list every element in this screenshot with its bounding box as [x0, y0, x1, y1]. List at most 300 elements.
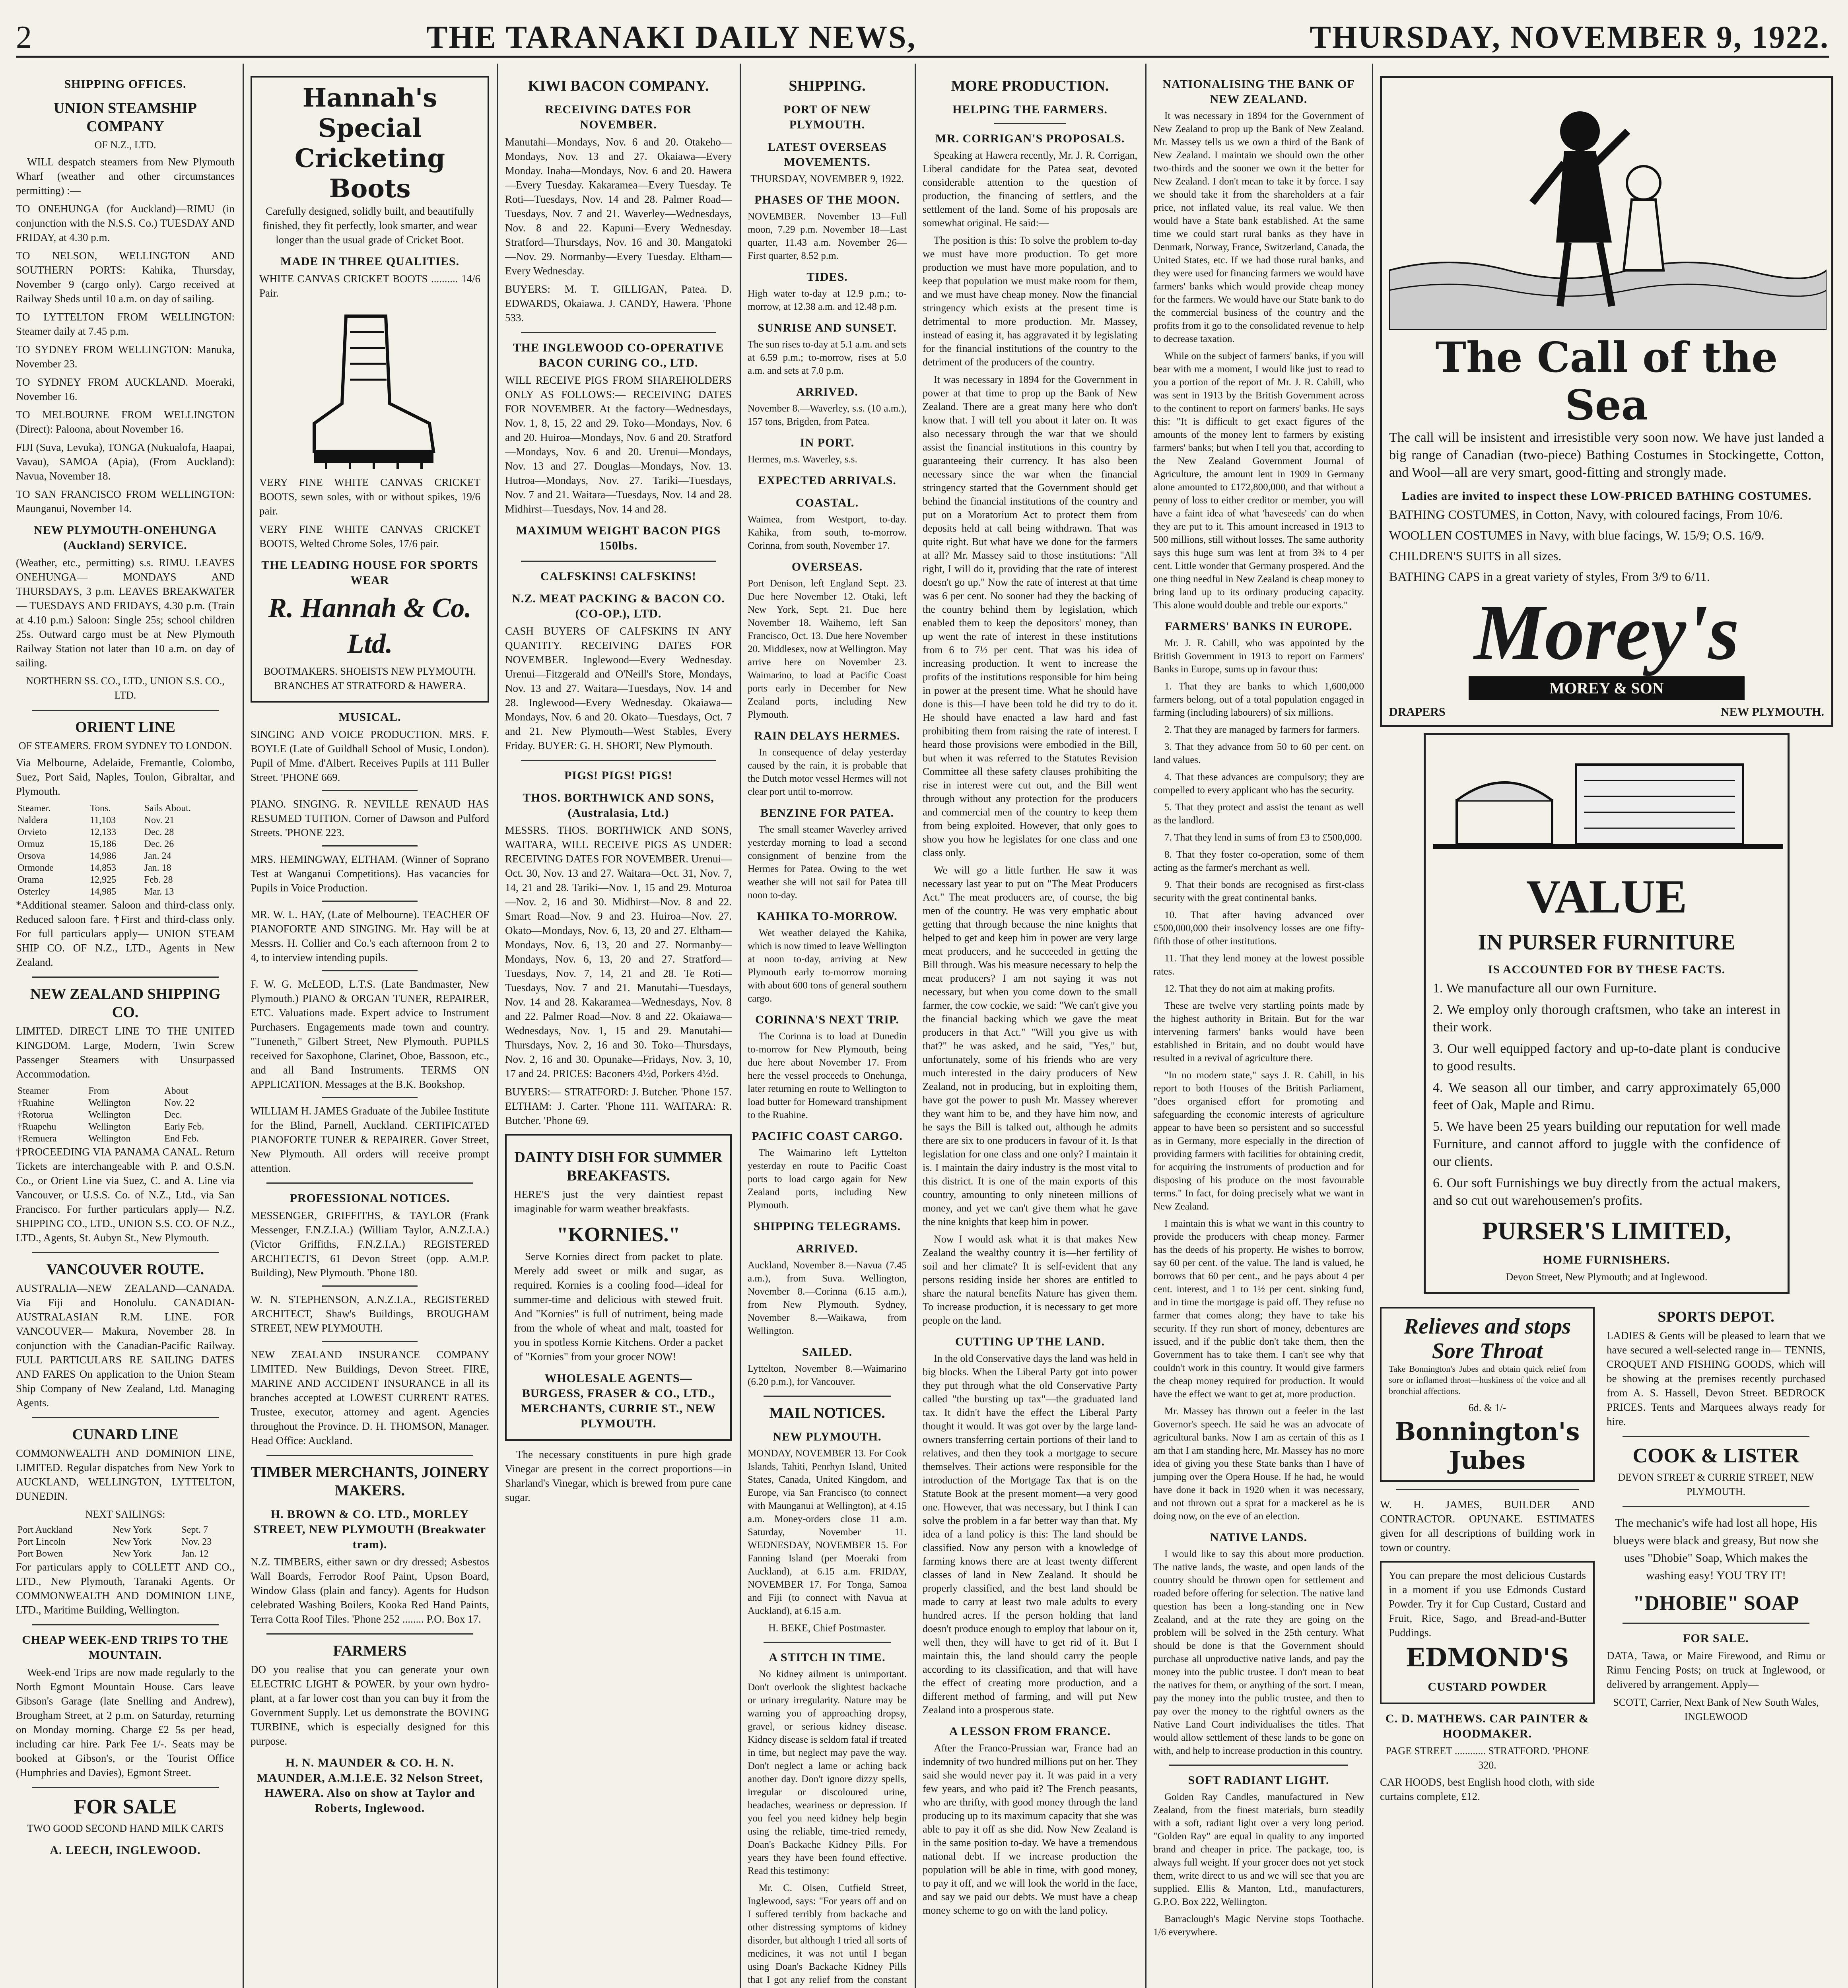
divider	[1623, 1436, 1809, 1437]
article-paragraph: "In no modern state," says J. R. Cahill, in his report to both Houses of the British Parliament, "does organised effort for promoting and safeguarding the economic interests of agriculture appear to have been so persistent and so successful as in Germany, more especially in the direction of providing farmers with facilities for obtaining credit, for acquiring the instruments of production and for disposing of his produce on the most favourable terms." In fact, for doing precisely what we want in New Zealand.	[1153, 1070, 1364, 1212]
sea-invite: Ladies are invited to inspect these LOW-PRICED BATHING COSTUMES.	[1401, 489, 1812, 503]
table-row	[16, 1121, 235, 1133]
for-sale-body: TWO GOOD SECOND HAND MILK CARTS	[27, 1823, 224, 1834]
corinna-body: The Corinna is to load at Dunedin to-morrow for New Plymouth, being due here about November 17. From here the vessel proceeds to Onehunga, later returning en route to Wellington to load butter for Homeward transhipment to the Ruahine.	[748, 1031, 907, 1120]
sports-depot-heading: SPORTS DEPOT.	[1658, 1309, 1774, 1325]
borthwick-body: MESSRS. THOS. BORTHWICK AND SONS, WAITARA, WILL RECEIVE PIGS AS UNDER: RECEIVING DATES FOR NOVEMBER. Urenui—Oct. 30, Nov. 13 and 27. Waitara—Oct. 31, Nov. 7, 14, 21 and 28. Tariki—Nov. 1, 15 and 29. Moturoa—Nov. 2, 16 and 30. Midhirst—Nov. 8 and 22. Smart Road—Nov. 9 and 23. Huiroa—Nov. 27. Okato—Mondays, Nov. 6, 13, 20 and 27. Eltham—Mondays, Nov. 6, 13, 20 and 27. Normanby—Mondays, Nov. 6, 13, 20 and 27. Stratford—Tuesdays, Nov. 7, 14, 21 and 28. Te Roti—Tuesdays, Nov. 7 and 21. Manutahi—Tuesdays, Nov. 14 and 28. Kakaramea—Wednesdays, Nov. 8 and 22. Palmer Road—Nov. 8 and 22. Okaiawa—Wednesdays, Nov. 1, 15 and 29. Manutahi—Thursdays, Nov. 2, 16 and 30. Toko—Thursdays, Nov. 2, 16 and 30. Opunake—Fridays, Nov. 3, 10, 17 and 24. PRICES: Baconers 4½d, Porkers 4½d.	[505, 824, 732, 1079]
farmers-body: DO you realise that you can generate your own ELECTRIC LIGHT & POWER. by your own hydro-plant, at a far lower cost than you can buy it from the Government Supply. Let us demonstrate the BOVING TURBINE, which is especially designed for this purpose.	[251, 1664, 489, 1747]
article-paragraph: I maintain this is what we want in this country to provide the producers with cheap money. Farmer has the deeds of his property. He wishes to borrow, say 60 per cent. of the value. The land is valued, he borrows that 60 per cent., and he pays about 4 per cent. interest, and 1 to 1½ per cent. sinking fund, and in time the mortgage is paid off. They refuse no farmer that comes along; they have to take his security. If they run short of money, debentures are issued, and if the public don't take them, then the Government has to take them. I can't see why that couldn't work in this country. It would give farmers the cheap money required for production. It would have the effect we want to get at, more production.	[1153, 1218, 1364, 1400]
table-cell: Wellington	[88, 1098, 131, 1108]
bathers-illustration-icon	[1389, 83, 1827, 330]
table-cell: Wellington	[88, 1110, 131, 1120]
edmonds-sub: CUSTARD POWDER	[1428, 1680, 1547, 1693]
nz-shipping-note: †PROCEEDING VIA PANAMA CANAL. Return Tickets are interchangeable with P. and O.S.N. Co., or Orient Line via Suez, C. and A. Line via Vancouver, or U.S.S. Co. of N.Z., Ltd., via San Francisco. For further particulars apply— N.Z. SHIPPING CO., LTD., UNION S.S. CO. OF N.Z., LTD., Agents, St. Aubyn St., New Plymouth.	[16, 1146, 235, 1244]
table-cell: New York	[113, 1525, 152, 1535]
kornies-advert	[505, 1134, 732, 1441]
table-cell: Sept. 7	[181, 1525, 208, 1535]
hannah-body: Carefully designed, solidly built, and beautifully finished, they fit perfectly, look smarter, and wear longer than the usual grade of Cricket Boot.	[262, 205, 477, 246]
divider	[521, 561, 716, 562]
hannah-item: VERY FINE WHITE CANVAS CRICKET BOOTS, Welted Chrome Soles, 17/6 pair.	[259, 523, 480, 549]
purser-address: Devon Street, New Plymouth; and at Inglewood.	[1506, 1271, 1708, 1283]
dhobie-verse: The mechanic's wife had lost all hope, His blueys were black and greasy, But now she uses "Dhobie" Soap, Which makes the washing easy! YOU TRY IT!	[1613, 1516, 1819, 1582]
union-route: FIJI (Suva, Levuka), TONGA (Nukualofa, Haapai, Vavau), SAMOA (Apia), (From Auckland): Navua, November 18.	[16, 441, 235, 482]
table-cell: Ormuz	[17, 839, 44, 849]
timber-heading: TIMBER MERCHANTS, JOINERY MAKERS.	[251, 1464, 489, 1499]
article-subheading: HELPING THE FARMERS.	[952, 103, 1108, 116]
stitch-paragraph: No kidney ailment is unimportant. Don't overlook the slightest backache or urinary irregularity. Nature may be warning you of approaching dropsy, gravel, or serious kidney disease. Kidney disease is seldom fatal if treated in time, but neglect may pave the way. Don't neglect a lame or aching back another day. Don't ignore dizzy spells, irregular or discoloured urine, headaches, weariness or depression. If you feel you need kidney help begin using the reliable, time-tried remedy, Doan's Backache Kidney Pills. For years they have been found effective. Read this testimony:	[748, 1669, 907, 1876]
nationalising-heading: NATIONALISING THE BANK OF NEW ZEALAND.	[1162, 78, 1355, 106]
kiwi-buyers: BUYERS: M. T. GILLIGAN, Patea. D. EDWARDS, Okaiawa. J. CANDY, Hawera. 'Phone 533.	[505, 283, 732, 324]
divider	[322, 901, 418, 902]
table-cell: Orvieto	[17, 827, 47, 837]
value-heading: VALUE	[1526, 870, 1687, 923]
union-route: TO NELSON, WELLINGTON AND SOUTHERN PORTS: Kahika, Thursday, November 9 (cargo only). Cargo received at Railway Sheds until 10 a.m. on day of sailing.	[16, 250, 235, 305]
divider	[764, 1396, 891, 1397]
calfskins-heading: CALFSKINS! CALFSKINS!	[540, 570, 696, 583]
furniture-illustration-icon	[1433, 741, 1783, 860]
article-paragraph: 4. That these advances are compulsory; they are compelled to every applicant who has the security.	[1153, 772, 1364, 796]
table-cell: Wellington	[88, 1134, 131, 1144]
boyle-notice: SINGING AND VOICE PRODUCTION. MRS. F. BOYLE (Late of Guildhall School of Music, London). Pupil of Mme. d'Albert. Receives Pupils at 111 Buller Street. 'PHONE 669.	[251, 728, 489, 783]
table-cell: Osterley	[17, 887, 50, 897]
rain-body: In consequence of delay yesterday caused by the rain, it is probable that the Dutch motor vessel Hermes will not clear port until to-morrow.	[748, 747, 907, 797]
table-cell: Mar. 13	[144, 887, 174, 897]
divider	[32, 1787, 219, 1788]
article-paragraph: 7. That they lend in sums of from £3 to £500,000.	[1164, 832, 1362, 843]
article-paragraph: Speaking at Hawera recently, Mr. J. R. Corrigan, Liberal candidate for the Patea seat, devoted considerable attention to the question of production, the financing of settlers, and the settlement of the land. Some of his proposals are somewhat original. He said:—	[923, 149, 1137, 229]
column-6	[1153, 70, 1364, 1988]
jubes-advert	[1380, 1307, 1595, 1482]
expected-heading: EXPECTED ARRIVALS.	[758, 474, 896, 487]
brown-company: H. BROWN & CO. LTD., MORLEY STREET, NEW PLYMOUTH (Breakwater tram).	[253, 1508, 486, 1551]
for-sale-2-signature: SCOTT, Carrier, Next Bank of New South Wales, INGLEWOOD	[1613, 1697, 1819, 1722]
table-row	[16, 838, 235, 850]
moon-heading: PHASES OF THE MOON.	[754, 193, 900, 206]
morey-footer-right: NEW PLYMOUTH.	[1720, 705, 1824, 718]
table-cell: New York	[113, 1549, 152, 1559]
column-3	[505, 70, 732, 1988]
stitch-heading: A STITCH IN TIME.	[769, 1651, 886, 1664]
hannah-title: Hannah's Special Cricketing Boots	[294, 83, 445, 204]
table-cell: Jan. 18	[144, 863, 171, 873]
cutting-heading: CUTTING UP THE LAND.	[955, 1335, 1105, 1348]
table-cell: †Remuera	[17, 1134, 57, 1144]
coastal-body: Waimea, from Westport, to-day. Kahika, from south, to-morrow. Corinna, from south, November 17.	[748, 514, 907, 551]
divider	[322, 1341, 418, 1342]
table-cell: Port Bowen	[17, 1549, 63, 1559]
table-row	[16, 886, 235, 898]
table-cell: Orsova	[17, 851, 45, 861]
edmonds-name: EDMOND'S	[1405, 1643, 1569, 1673]
call-of-sea-advert	[1380, 76, 1833, 727]
table-cell: 14,986	[90, 851, 117, 861]
jubes-small: Take Bonnington's Jubes and obtain quick relief from sore or inflamed throat—huskiness of the voice and all bronchial affections.	[1389, 1364, 1586, 1396]
masthead	[16, 12, 1829, 58]
orient-sailings-table	[16, 802, 235, 898]
kornies-name: "KORNIES."	[556, 1223, 680, 1246]
kornies-intro: HERE'S just the very daintiest repast imaginable for warm weather breakfasts.	[514, 1188, 723, 1215]
divider	[1623, 1623, 1809, 1624]
union-intro: WILL despatch steamers from New Plymouth Wharf (weather and other circumstances permitting) :—	[16, 156, 235, 196]
divider	[1169, 1765, 1348, 1766]
table-row	[16, 1536, 235, 1548]
column-rule	[243, 64, 244, 1988]
table-cell: †Ruahine	[17, 1098, 54, 1108]
hannah-footer: BOOTMAKERS. SHOEISTS NEW PLYMOUTH. BRANCHES AT STRATFORD & HAWERA.	[264, 666, 476, 691]
tides-body: High water to-day at 12.9 p.m.; to-morrow, at 12.38 a.m. and 12.48 p.m.	[748, 288, 907, 312]
kahika-body: Wet weather delayed the Kahika, which is now timed to leave Wellington at noon to-day, arriving at New Plymouth early to-morrow morning with about 600 tons of general southern cargo.	[748, 928, 907, 1004]
column-4	[748, 70, 907, 1988]
hannah-advert	[251, 76, 489, 703]
cunard-line-name: CUNARD LINE	[72, 1426, 179, 1443]
hannah-qualities: MADE IN THREE QUALITIES.	[280, 255, 460, 268]
nervine-notice: Barraclough's Magic Nervine stops Toothache. 1/6 everywhere.	[1153, 1914, 1364, 1938]
radiant-heading: SOFT RADIANT LIGHT.	[1188, 1774, 1329, 1787]
divider	[521, 760, 716, 761]
table-row	[16, 1524, 235, 1536]
divider	[322, 845, 418, 846]
article-paragraph: 2. That they are managed by farmers for farmers.	[1164, 724, 1360, 735]
port-heading: PORT OF NEW PLYMOUTH.	[783, 103, 871, 131]
europe-heading: FARMERS' BANKS IN EUROPE.	[1165, 620, 1352, 633]
tel-arrived-heading: ARRIVED.	[796, 1242, 858, 1255]
shipping-heading: SHIPPING.	[789, 78, 866, 94]
column-rule	[1145, 64, 1146, 1988]
kornies-body: Serve Kornies direct from packet to plate. Merely add sweet or milk and sugar, as required. Kornies is a cooling food—ideal for summer-time and delicious with stewed fruit. And "Kornies" is full of nutriment, being made from the whole of wheat and malt, toasted for you in spotless Kornie Kitchens. Order a packet of "Kornies" from your grocer NOW!	[514, 1250, 723, 1363]
tel-sailed-heading: SAILED.	[802, 1345, 853, 1359]
table-cell: Nov. 21	[144, 815, 175, 825]
nz-shipping-table	[16, 1085, 235, 1145]
pigs-heading: PIGS! PIGS! PIGS!	[564, 769, 673, 782]
stephenson-notice: W. N. STEPHENSON, A.N.Z.I.A., REGISTERED ARCHITECT, Shaw's Buildings, BROUGHAM STREET, NEW PLYMOUTH.	[251, 1293, 489, 1334]
table-cell: Port Auckland	[17, 1525, 72, 1535]
arrived-body: November 8.—Waverley, s.s. (10 a.m.), 157 tons, Brigden, from Patea.	[748, 403, 907, 427]
kiwi-dates: Manutahi—Mondays, Nov. 6 and 20. Otakeho—Mondays, Nov. 13 and 27. Okaiawa—Every Monday. Inaha—Mondays, Nov. 6 and 20. Hawera—Every Tuesday. Kakaramea—Every Tuesday. Te Roti—Tuesdays, Nov. 14 and 28. Palmer Road—Tuesdays, Nov. 7 and 21. Waverley—Wednesdays, Nov. 8 and 22. Kapuni—Every Wednesday. Stratford—Thursdays, Nov. 16 and 30. Mangatoki—Nov. 29. Normanby—Every Tuesday. Eltham—Every Wednesday.	[505, 136, 732, 277]
for-sale-seller: A. LEECH, INGLEWOOD.	[50, 1844, 201, 1857]
sea-title: The Call of the Sea	[1435, 333, 1778, 429]
table-cell: 14,853	[90, 863, 117, 873]
orient-via: Via Melbourne, Adelaide, Fremantle, Colombo, Suez, Port Said, Naples, Toulon, Gibraltar, and Plymouth.	[16, 757, 235, 797]
table-header: Tons.	[90, 803, 111, 813]
article-paragraph: 3. That they advance from 50 to 60 per cent. on land values.	[1153, 742, 1364, 765]
sun-heading: SUNRISE AND SUNSET.	[758, 321, 897, 334]
jubes-price: 6d. & 1/-	[1468, 1402, 1506, 1413]
article-paragraph: Mr. Massey has thrown out a feeler in the last Governor's speech. He said he was an advocate of agricultural banks. Now I am as certain of this as I am that I am standing here, Mr. Massey has no more idea of giving you these State banks than I have of jumping over the Opera House. If he had, he would have done it back in 1920 when it was necessary, and not thrown out a sprat for a mackerel as he is doing now, on the eve of an election.	[1153, 1406, 1364, 1522]
list-item: 3. Our well equipped factory and up-to-date plant is conducive to good results.	[1433, 1041, 1780, 1074]
divider	[32, 710, 219, 711]
date-line: THURSDAY, NOVEMBER 9, 1922.	[750, 173, 904, 184]
renaud-notice: PIANO. SINGING. R. NEVILLE RENAUD HAS RESUMED TUITION. Corner of Dawson and Pulford Streets. 'PHONE 223.	[251, 798, 489, 839]
table-cell: Dec.	[164, 1110, 182, 1120]
cunard-next: NEXT SAILINGS:	[85, 1508, 165, 1520]
divider	[32, 977, 219, 978]
list-item: 1. We manufacture all our own Furniture.	[1433, 981, 1657, 996]
article-paragraph: 12. That they do not aim at making profits.	[1164, 983, 1335, 994]
vancouver-route-name: VANCOUVER ROUTE.	[46, 1261, 204, 1278]
column-rule	[497, 64, 498, 1988]
table-row	[16, 1548, 235, 1560]
kahika-heading: KAHIKA TO-MORROW.	[757, 910, 898, 923]
column-7	[1380, 70, 1833, 1988]
borthwick-heading: THOS. BORTHWICK AND SONS, (Australasia, Ltd.)	[523, 791, 714, 819]
union-route: TO SYDNEY FROM AUCKLAND. Moeraki, November 16.	[16, 376, 235, 402]
morey-banner: MOREY & SON	[1469, 676, 1745, 700]
radiant-body: Golden Ray Candles, manufactured in New Zealand, from the finest materials, burn steadily with a soft, radiant light over a very long period. "Golden Ray" are equal in quality to any imported brand and cheaper in price. The package, too, is always full weight. If your grocer does not yet stock them, write direct to us and we will see that you are supplied. Ellis & Manton, Ltd., manufacturers, G.P.O. Box 222, Wellington.	[1153, 1792, 1364, 1907]
value-intro: IS ACCOUNTED FOR BY THESE FACTS.	[1488, 963, 1726, 976]
table-row	[16, 1133, 235, 1145]
table-header-row	[16, 1085, 235, 1097]
mathews-address: PAGE STREET ............ STRATFORD. 'PHONE 320.	[1386, 1745, 1589, 1771]
article-paragraph: 11. That they lend money at the lowest possible rates.	[1153, 953, 1364, 977]
mail-sub: NEW PLYMOUTH.	[773, 1430, 882, 1443]
morey-footer-left: DRAPERS	[1389, 705, 1446, 718]
article-paragraph: While on the subject of farmers' banks, if you will bear with me a moment, I would like just to read to you a portion of the report of Mr. J. R. Cahill, who was sent in 1913 by the British Government across to the continent to report on farmers' banks. He says this: "It is difficult to get exact figures of the amounts of the money lent to farmers by existing farmers' banks; but when I tell you that, according to the New Zealand Government Journal of Agriculture, the amount lent in 1909 in Germany alone amounted to £172,800,000, and that without a penny of loss to either creditor or member, you will have a faint idea of what 'haveseeds' can do when they are put to it. This amount increased in 1913 to 500 millions, still without losses. The same authority says this huge sum was lent at from 3¾ to 4 per cent. Little wonder that Germany prospered. And the one thing needful in New Zealand is cheap money to bring land up to its ordinary producing capacity. This alone would double and treble our exports."	[1153, 351, 1364, 611]
sea-body: The call will be insistent and irresistible very soon now. We have just landed a big range of Canadian (two-piece) Bathing Costumes in Stockingette, Cotton, and Wool—all are very smart, good-fitting and strongly made.	[1389, 430, 1824, 480]
divider	[322, 970, 418, 971]
table-cell: 14,985	[90, 887, 117, 897]
article-paragraph: 9. That their bonds are recognised as first-class security with the great continental banks.	[1153, 879, 1364, 903]
benzine-heading: BENZINE FOR PATEA.	[760, 806, 894, 819]
cunard-agents: For particulars apply to COLLETT AND CO., LTD., New Plymouth, Taranaki Agents. Or COMMONWEALTH AND DOMINION LINE, LTD., Maritime Building, Wellington.	[16, 1561, 235, 1616]
onehunga-agents: NORTHERN SS. CO., LTD., UNION S.S. CO., LTD.	[26, 675, 225, 701]
table-cell: Orama	[17, 875, 44, 885]
article-paragraph: We will go a little further. He saw it was necessary last year to put on "The Meat Producers Act." The meat producers are, of course, the big men of the country. He was very emphatic about getting that through because the nine knights that helped to get and keep him in power are very large meat producers, and he succeeded in getting the Bill through. Was his measure necessary to help the meat producers? I am not saying it was not necessary, but when you come down to the small farmer, the cow cockie, we said: "We can't give you the financial backing which we gave the meat producers in that Act." "Will you give us with that?" he was asked, and he said, "Yes," but, unfortunately, some of his friends who are very much interested in the dairy producers of New Zealand, not in producing, but in exploiting them, have got the power to push Mr. Massey wherever they want him to be, and they have him now, and he says the Bill is talked out, although he admits there are six to one producers in favour of it. Is that legislation for one class and one only? I maintain it is. I maintain the dairy industry is the most vital to this district. It is one of the main exports of this country, amounting to only nineteen millions of money, and yet we can't give them what he gave the nine knights that keep him in power.	[923, 864, 1137, 1227]
column-rule	[740, 64, 741, 1988]
mail-signature: H. BEKE, Chief Postmaster.	[768, 1622, 886, 1634]
mathews-heading: C. D. MATHEWS. CAR PAINTER & HOODMAKER.	[1386, 1712, 1589, 1740]
corinna-heading: CORINNA'S NEXT TRIP.	[755, 1013, 900, 1026]
purser-advert	[1424, 733, 1790, 1294]
column-1	[16, 70, 235, 1988]
vancouver-body: AUSTRALIA—NEW ZEALAND—CANADA. Via Fiji and Honolulu. CANADIAN-AUSTRALASIAN R.M. LINE. FOR VANCOUVER— Makura, November 28. In conjunction with the Canadian-Pacific Railway. FULL PARTICULARS RE SAILING DATES AND FARES On application to the Union Steam Ship Company of New Zealand, Ltd. Managing Agents.	[16, 1282, 235, 1409]
native-lands-heading: NATIVE LANDS.	[1210, 1531, 1308, 1544]
nz-shipping-name: NEW ZEALAND SHIPPING CO.	[30, 986, 221, 1021]
vinegar-notice: The necessary constituents in pure high grade Vinegar are present in the correct proportions—in Sharland's Vinegar, which is brewed from pure cane sugar.	[505, 1448, 732, 1503]
divider	[1623, 1506, 1809, 1507]
edmonds-text: You can prepare the most delicious Custards in a moment if you use Edmonds Custard Powder. Try it for Cup Custard, Custard and Fruit, Rice, Sago, and Bread-and-Butter Puddings.	[1389, 1569, 1586, 1639]
orient-note: *Additional steamer. Saloon and third-class only. Reduced saloon fare. †First and third-class only. For full particulars apply— UNION STEAM SHIP CO. OF N.Z., LTD., Agents in New Zealand.	[16, 899, 235, 968]
cook-lister-sub: DEVON STREET & CURRIE STREET, NEW PLYMOUTH.	[1618, 1472, 1814, 1497]
article-paragraph: 5. That they protect and assist the tenant as well as the landlord.	[1153, 802, 1364, 826]
table-cell: †Rotorua	[17, 1110, 53, 1120]
inglewood-bacon-heading: THE INGLEWOOD CO-OPERATIVE BACON CURING CO., LTD.	[513, 341, 724, 369]
article-paragraph: Now I would ask what it is that makes New Zealand the wealthy country it is—her fertility of soil and her climate? It is self-evident that any persons residing inside her shores are entitled to share the natural benefits Nature has given them. To increase production, it is necessary to get more people on the land.	[923, 1233, 1137, 1326]
page-number: 2	[16, 20, 33, 55]
table-row	[16, 862, 235, 874]
divider	[266, 1455, 473, 1456]
sea-item: CHILDREN'S SUITS in all sizes.	[1389, 549, 1562, 563]
divider	[521, 332, 716, 333]
union-route: TO ONEHUNGA (for Auckland)—RIMU (in conjunction with the N.S.S. Co.) TUESDAY AND FRIDAY, at 4.30 p.m.	[16, 203, 235, 243]
sun-body: The sun rises to-day at 5.1 a.m. and sets at 6.59 p.m.; to-morrow, rises at 5.0 a.m. and sets at 7.0 p.m.	[748, 339, 907, 376]
divider	[1396, 1489, 1579, 1490]
article-paragraph: The position is this: To solve the problem to-day we must have more production. To get more production we must have more population, and to keep that population we must make room for them, and we must have cheap money. Now the financial stringency which exists at the present time is detrimental to more production. Mr. Massey, instead of easing it, has aggravated it by legislating for the financial institutions of the country to the detriment of the producers of the country.	[923, 235, 1137, 368]
weekend-trips-heading: CHEAP WEEK-END TRIPS TO THE MOUNTAIN.	[22, 1633, 229, 1662]
for-sale-heading: FOR SALE	[74, 1796, 177, 1818]
farmers-heading: FARMERS	[333, 1642, 407, 1659]
table-header: Steamer.	[17, 803, 51, 813]
list-item: 6. Our soft Furnishings we buy directly from the actual makers, and so cut out warehousemen's profits.	[1433, 1176, 1780, 1208]
pacific-heading: PACIFIC COAST CARGO.	[752, 1130, 903, 1143]
hannah-house: THE LEADING HOUSE FOR SPORTS WEAR	[261, 559, 478, 587]
value-subheading: IN PURSER FURNITURE	[1478, 930, 1735, 955]
table-row	[16, 1109, 235, 1121]
weekend-trips-body: Week-end Trips are now made regularly to the North Egmont Mountain House. Cars leave Gibson's Garage (late Snelling and Andrew), Brougham Street, at 2 p.m. on Saturday, returning on Monday morning. Charge £2 5s per head, including car hire. Park Fee 1/-. Seats may be booked at Gibson's, or the Tourist Office (Humphries and Davies), Egmont Street.	[16, 1666, 235, 1778]
column-rule	[1372, 64, 1373, 1988]
inglewood-body: WILL RECEIVE PIGS FROM SHAREHOLDERS ONLY AS FOLLOWS:— RECEIVING DATES FOR NOVEMBER. At the factory—Wednesdays, Nov. 1, 8, 15, 22 and 29. Toko—Mondays, Nov. 6 and 20. Huiroa—Mondays, Nov. 6 and 20. Stratford—Mondays, Nov. 6 and 20. Urenui—Mondays, Nov. 13 and 27. Douglas—Mondays, Nov. 13. Hutroa—Mondays, Nov. 27. Tariki—Tuesdays, Nov. 7 and 21. Waitara—Tuesdays, Nov. 14 and 28. Midhirst—Tuesdays, Nov. 14 and 28.	[505, 374, 732, 515]
kornies-agents: WHOLESALE AGENTS— BURGESS, FRASER & CO., LTD., MERCHANTS, CURRIE ST., NEW PLYMOUTH.	[521, 1372, 716, 1430]
table-cell: Naldera	[17, 815, 48, 825]
table-cell: 12,133	[90, 827, 117, 837]
hannah-item: WHITE CANVAS CRICKET BOOTS .......... 14/6 Pair.	[259, 273, 480, 299]
table-cell: 11,103	[90, 815, 116, 825]
table-cell: Jan. 12	[181, 1549, 209, 1559]
benzine-body: The small steamer Waverley arrived yesterday morning to load a second consignment of benzine from the Hermes for Patea. Owing to the wet weather she will not sail for Patea till noon to-day.	[748, 824, 907, 901]
nz-insurance-notice: NEW ZEALAND INSURANCE COMPANY LIMITED. New Buildings, Devon Street. FIRE, MARINE AND ACCIDENT INSURANCE in all its branches accepted at LOWEST CURRENT RATES. Trustee, executor, attorney and agent. Agencies throughout the Province. D. H. THOMSON, Manager. Head Office: Auckland.	[251, 1349, 489, 1446]
bottom-left-adverts	[1380, 1301, 1595, 1807]
inglewood-max-weight: MAXIMUM WEIGHT BACON PIGS 150lbs.	[516, 524, 721, 552]
table-cell: Early Feb.	[164, 1122, 204, 1132]
table-cell: Wellington	[88, 1122, 131, 1132]
table-header: About	[164, 1086, 188, 1096]
divider	[764, 1642, 891, 1643]
table-cell: Feb. 28	[144, 875, 173, 885]
hay-notice: MR. W. L. HAY, (Late of Melbourne). TEACHER OF PIANOFORTE AND SINGING. Mr. Hay will be at Messrs. H. Collier and Co.'s each afternoon from 2 to 4, to interview intending pupils.	[251, 909, 489, 963]
table-cell: †Ruapehu	[17, 1122, 56, 1132]
article-subheading: MR. CORRIGAN'S PROPOSALS.	[935, 132, 1125, 145]
france-heading: A LESSON FROM FRANCE.	[949, 1725, 1111, 1738]
hemingway-notice: MRS. HEMINGWAY, ELTHAM. (Winner of Soprano Test at Wanganui Competitions). Has vacancies for Pupils in Voice Production.	[251, 853, 489, 894]
musical-heading: MUSICAL.	[338, 711, 401, 724]
table-row	[16, 826, 235, 838]
divider	[32, 1417, 219, 1418]
union-route: TO MELBOURNE FROM WELLINGTON (Direct): Paloona, about November 16.	[16, 409, 235, 435]
article-paragraph: These are twelve very startling points made by the highest authority in Britain. But for the war intervening farmers' banks would have been established in Britain, and no doubt would have resulted in a revival of agriculture there.	[1153, 1000, 1364, 1064]
morey-logo: Morey's	[1474, 588, 1739, 676]
table-cell: Jan. 24	[144, 851, 171, 861]
telegrams-heading: SHIPPING TELEGRAMS.	[753, 1220, 901, 1233]
table-header: Sails About.	[144, 803, 191, 813]
table-row	[16, 850, 235, 862]
table-cell: Dec. 28	[144, 827, 174, 837]
article-paragraph: After the Franco-Prussian war, France had an indemnity of two hundred millions put on her. They said she would never pay it. It was paid in a very few years, and who paid it? The French peasants, who are thrifty, with good money through the land producing up to its maximum capacity that she was able to pay it off as she did. Now New Zealand is in the same position to-day. We have a tremendous national debt. If we increase production the population will be able in time, with good money, to pay it off, and we will look the world in the face, and say we paid our debts. We must have a cheap money scheme to go on with the land policy.	[923, 1742, 1137, 1916]
james-builder: W. H. JAMES, BUILDER AND CONTRACTOR. OPUNAKE. ESTIMATES given for all descriptions of building work in town or country.	[1380, 1499, 1595, 1553]
mail-body: MONDAY, NOVEMBER 13. For Cook Islands, Tahiti, Penrhyn Island, United States, Canada, United Kingdom, and Europe, via San Francisco (to connect with Maunganui at Wellington), at 4.15 a.m. Money-orders close 11 a.m. Saturday, November 11. WEDNESDAY, NOVEMBER 15. For Fanning Island (per Moeraki from Auckland), at 6.15 a.m. FRIDAY, NOVEMBER 17. For Tonga, Samoa and Fiji (to connect with Navua at Auckland), at 6.15 a.m.	[748, 1448, 907, 1616]
overseas-heading: OVERSEAS.	[791, 560, 863, 573]
table-cell: End Feb.	[164, 1134, 199, 1144]
sports-depot-body: LADIES & Gents will be pleased to learn that we have secured a well-selected range in— TENNIS, CROQUET AND FISHING GOODS, which will be showing at the premises recently purchased from A. S. Hassell, Devon Street. BEDROCK PRICES. Tents and Marquees always ready for hire.	[1607, 1330, 1825, 1427]
morey-footer	[1389, 705, 1824, 719]
purser-name: PURSER'S LIMITED,	[1482, 1217, 1731, 1245]
pacific-body: The Waimarino left Lyttelton yesterday en route to Pacific Coast ports to load cargo again for New Zealand ports, including New Plymouth.	[748, 1147, 907, 1211]
article-paragraph: 10. That after having advanced over £500,000,000 their insolvency losses are one fifty-fifth those of other institutions.	[1153, 910, 1364, 947]
mcleod-notice: F. W. G. McLEOD, L.T.S. (Late Bandmaster, New Plymouth.) PIANO & ORGAN TUNER, REPAIRER, ETC. Valuations made. Expert advice to Instrument Purchasers. Engagements made town and country. "Tuneneth," Gilbert Street, New Plymouth. PUPILS received for Saxophone, Clarinet, Oboe, Bassoon, etc., and all Band Instruments. TERMS ON APPLICATION. Messages at the B.K. Bookshop.	[251, 978, 489, 1090]
nz-shipping-sub: LIMITED. DIRECT LINE TO THE UNITED KINGDOM. Large, Modern, Twin Screw Passenger Steamers with Unsurpassed Accommodation.	[16, 1025, 235, 1080]
nz-meat-heading: N.Z. MEAT PACKING & BACON CO. (CO-OP.), LTD.	[512, 592, 725, 620]
onehunga-body: (Weather, etc., permitting) s.s. RIMU. LEAVES ONEHUNGA— MONDAYS AND THURSDAYS, 3 p.m. LEAVES BREAKWATER— TUESDAYS AND FRIDAYS, 4.30 p.m. (Train at 4.10 p.m.) Saloon: Single 25s; school children 25s. Outward cargo must be at New Plymouth Railway Station not later than 10 a.m. on day of sailing.	[16, 557, 235, 669]
hannah-signature: R. Hannah & Co. Ltd.	[268, 593, 472, 659]
movements-heading: LATEST OVERSEAS MOVEMENTS.	[768, 140, 887, 169]
union-route: TO SAN FRANCISCO FROM WELLINGTON: Maunganui, November 14.	[16, 488, 235, 514]
table-header-row	[16, 802, 235, 814]
orient-line-sub: OF STEAMERS. FROM SYDNEY TO LONDON.	[18, 740, 232, 751]
divider	[266, 1182, 473, 1184]
list-item: 5. We have been 25 years building our reputation for well made Furniture, and cannot afford to juggle with the confidence of our clients.	[1433, 1119, 1780, 1169]
tel-arrived-body: Auckland, November 8.—Navua (7.45 a.m.), from Suva. Wellington, November 8.—Corinna (6.15 a.m.), from New Plymouth. Sydney, November 8.—Waikawa, from Wellington.	[748, 1260, 907, 1336]
in-port-heading: IN PORT.	[800, 436, 855, 449]
hannah-item: VERY FINE WHITE CANVAS CRICKET BOOTS, sewn soles, with or without spikes, 19/6 pair.	[259, 476, 480, 517]
messenger-notice: MESSENGER, GRIFFITHS, & TAYLOR (Frank Messenger, F.N.Z.I.A.) (William Taylor, A.N.Z.I.A.) (Victor Griffiths, F.N.Z.I.A.) REGISTERED ARCHITECTS, 61 Devon Street (opp. A.M.P. Building), New Plymouth. 'Phone 180.	[251, 1209, 489, 1279]
sea-item: WOOLLEN COSTUMES in Navy, with blue facings, W. 15/9; O.S. 16/9.	[1389, 528, 1764, 542]
table-header: Steamer	[17, 1086, 49, 1096]
article-paragraph: Mr. J. R. Cahill, who was appointed by the British Government in 1913 to report on Farmers' Banks in Europe, sums up in favour thus:	[1153, 638, 1364, 675]
kornies-heading: DAINTY DISH FOR SUMMER BREAKFASTS.	[514, 1149, 723, 1184]
article-heading: MORE PRODUCTION.	[951, 78, 1109, 94]
professional-heading: PROFESSIONAL NOTICES.	[290, 1192, 450, 1205]
article-paragraph: 8. That they foster co-operation, some of them acting as the farmer's merchant as well.	[1153, 849, 1364, 873]
for-sale-2-body: DATA, Tawa, or Maire Firewood, and Rimu or Rimu Fencing Posts; on truck at Inglewood, or delivered by arrangement. Apply—	[1607, 1650, 1825, 1690]
cunard-body: COMMONWEALTH AND DOMINION LINE, LIMITED. Regular dispatches from New York to AUCKLAND, WELLINGTON, LYTTELTON, DUNEDIN.	[16, 1447, 235, 1502]
table-cell: Nov. 23	[181, 1537, 212, 1547]
table-cell: 15,186	[90, 839, 117, 849]
divider	[32, 1252, 219, 1253]
divider	[266, 1633, 473, 1635]
divider	[32, 1624, 219, 1625]
maunder-company: H. N. MAUNDER & CO. H. N. MAUNDER, A.M.I.E.E. 32 Nelson Street, HAWERA. Also on show at Taylor and Roberts, Inglewood.	[257, 1756, 483, 1815]
issue-date: THURSDAY, NOVEMBER 9, 1922.	[1310, 20, 1829, 55]
shipping-offices-heading: SHIPPING OFFICES.	[64, 78, 187, 91]
jubes-name: Bonnington's Jubes	[1395, 1417, 1580, 1475]
union-company-sub: OF N.Z., LTD.	[94, 139, 156, 151]
kiwi-receiving-heading: RECEIVING DATES FOR NOVEMBER.	[545, 103, 692, 131]
table-header: From	[88, 1086, 109, 1096]
orient-line-name: ORIENT LINE	[75, 719, 175, 736]
cricket-boot-icon	[298, 304, 441, 471]
union-route: TO SYDNEY FROM WELLINGTON: Manuka, November 23.	[16, 344, 235, 370]
kiwi-bacon-heading: KIWI BACON COMPANY.	[528, 78, 709, 94]
divider	[322, 1097, 418, 1098]
table-cell: Nov. 22	[164, 1098, 195, 1108]
sea-item: BATHING COSTUMES, in Cotton, Navy, with coloured facings, From 10/6.	[1389, 507, 1783, 522]
table-cell: New York	[113, 1537, 152, 1547]
cook-lister-heading: COOK & LISTER	[1632, 1444, 1799, 1467]
coastal-heading: COASTAL.	[795, 496, 859, 509]
mathews-body: CAR HOODS, best English hood cloth, with side curtains complete, £12.	[1380, 1776, 1595, 1802]
for-sale-2-heading: FOR SALE.	[1683, 1632, 1749, 1645]
table-row	[16, 1097, 235, 1109]
james-notice: WILLIAM H. JAMES Graduate of the Jubilee Institute for the Blind, Parnell, Auckland. CERTIFICATED PIANOFORTE TUNER & REPAIRER. Gover Street, New Plymouth. All orders will receive prompt attention.	[251, 1105, 489, 1174]
divider	[322, 790, 418, 791]
purser-sub: HOME FURNISHERS.	[1543, 1253, 1670, 1266]
arrived-heading: ARRIVED.	[796, 385, 858, 398]
column-2	[251, 70, 489, 1988]
union-route: TO LYTTELTON FROM WELLINGTON: Steamer daily at 7.45 p.m.	[16, 311, 235, 337]
article-paragraph: It was necessary in 1894 for the Government of New Zealand to prop up the Bank of New Zealand. Mr. Massey tells us we own a third of the Bank of New Zealand. I maintain we should own the other two-thirds and the sooner we own it the better for New Zealand. I don't mean to take it by force. I say we should take it from the shareholders at a fair price, not inflated value, its real value. We then would have a State bank established. At the same time we could start rural banks as they have in Denmark, Norway, France, Switzerland, Canada, the United States, etc. If we had those rural banks, and they were used for financing farmers we would have farmers' banks which would provide cheap money for the farmers. We would have our State bank to do the commercial business of the country and the profits from it go to the consolidated revenue to help to decrease taxation.	[1153, 111, 1364, 344]
newspaper-title: THE TARANAKI DAILY NEWS,	[426, 20, 917, 55]
bottom-adverts-row	[1380, 1301, 1833, 1807]
column-5	[923, 70, 1137, 1988]
cunard-table	[16, 1524, 235, 1560]
mail-heading: MAIL NOTICES.	[769, 1405, 885, 1421]
jubes-top: Relieves and stops Sore Throat	[1404, 1314, 1571, 1363]
article-paragraph: In the old Conservative days the land was held in big blocks. When the Liberal Party got into power they put through what the old Conservative Party called "the bursting up tax"—the graduated land tax. It didn't have the effect the Liberal Party thought it would. It was got over by the large land-owners transferring certain portions of their land to relatives, and then they took a mortgage to secure themselves. Their actions were responsible for the introduction of the Mortgage Tax that is on the Statute Book at the present moment—a very good one. However, that was necessary, but I think I can solve the problem in a far better way than that. My idea of a land policy is this: The land should be classified. Now any person with a knowledge of farming knows there are at least twenty different classes of land in New Zealand. It should be properly classified, and the best land should be made to carry at least two male adults to every hundred acres. If the person holding that land doesn't produce enough to employ that labour on it, well then, they will have to get rid of it. But I maintain this, the land should carry the people according to its classification, and that will have the effect of creating more production, and a different method of farming, and will put New Zealand into a prosperous state.	[923, 1353, 1137, 1716]
divider	[994, 123, 1066, 124]
article-paragraph: 1. That they are banks to which 1,600,000 farmers belong, out of a total population engaged in farming (including labourers) of six millions.	[1153, 681, 1364, 718]
in-port-body: Hermes, m.s. Waverley, s.s.	[748, 454, 857, 465]
list-item: 4. We season all our timber, and carry approximately 65,000 feet of Oak, Maple and Rimu.	[1433, 1080, 1780, 1112]
edmonds-advert	[1380, 1561, 1595, 1704]
table-cell: Ormonde	[17, 863, 54, 873]
